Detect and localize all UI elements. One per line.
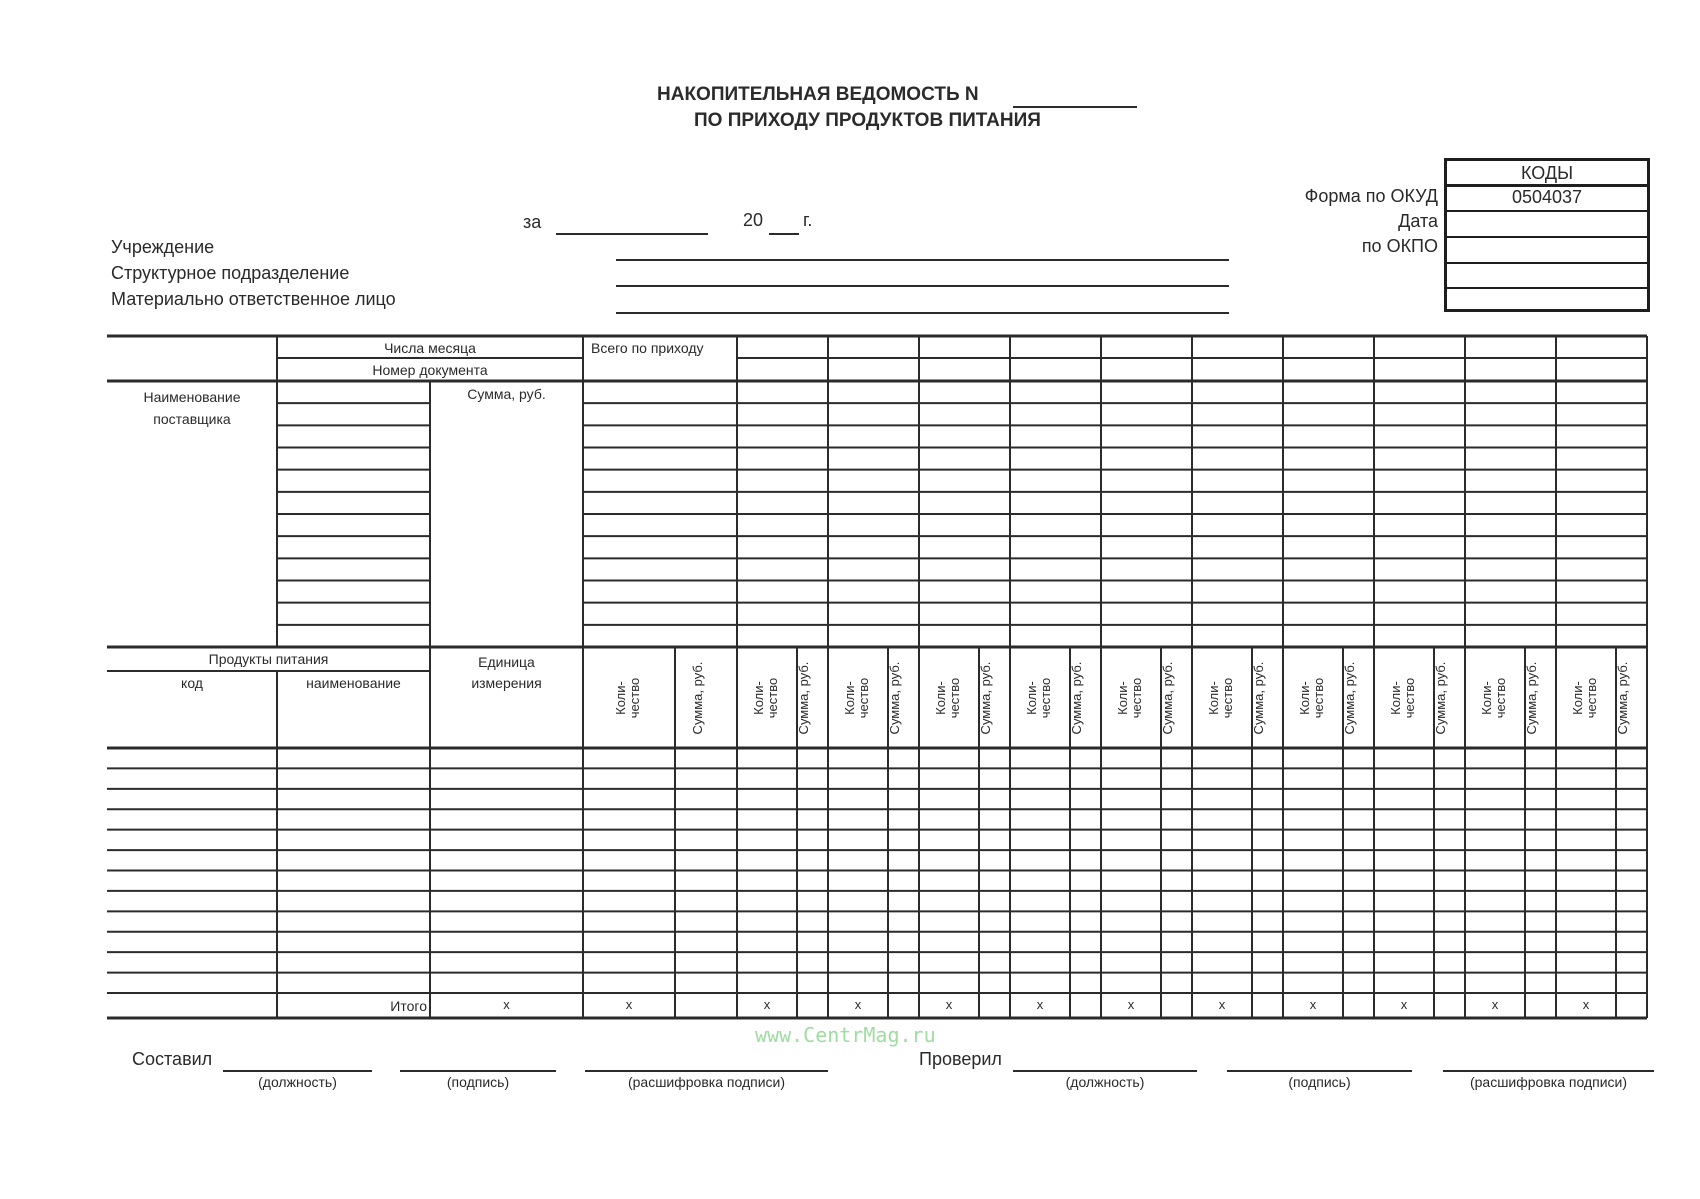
total-x-mark: х: [945, 997, 953, 1012]
quantity-header: Коли- чество: [1024, 677, 1053, 718]
sum-header: Сумма, руб.: [1433, 661, 1448, 734]
supplier-name-header: Наименование поставщика: [143, 389, 241, 427]
date-code-label: Дата: [1398, 211, 1438, 231]
sum-header: Сумма, руб.: [887, 661, 902, 734]
quantity-header: Коли- чество: [933, 677, 962, 718]
total-x-mark: х: [503, 997, 510, 1012]
checked-position-field[interactable]: [1013, 1070, 1197, 1072]
sum-header: Сумма, руб.: [1615, 661, 1630, 734]
sum-header: Сумма, руб.: [1342, 661, 1357, 734]
quantity-header: Коли- чество: [613, 677, 642, 718]
total-x-mark: х: [1491, 997, 1499, 1012]
watermark: www.CentrMag.ru: [755, 1023, 936, 1047]
subdivision-label: Структурное подразделение: [111, 263, 350, 283]
compiled-by-label: Составил: [132, 1049, 213, 1069]
total-x-mark: х: [854, 997, 862, 1012]
quantity-header: Коли- чество: [1388, 677, 1417, 718]
total-x-mark: х: [1309, 997, 1317, 1012]
document-title-line1: НАКОПИТЕЛЬНАЯ ВЕДОМОСТЬ N: [657, 84, 979, 105]
okud-label: Форма по ОКУД: [1304, 186, 1438, 206]
period-prefix: за: [523, 212, 542, 232]
total-row-label: Итого: [390, 998, 427, 1014]
sum-header: Сумма, руб.: [796, 661, 811, 734]
checked-decoding-caption: (расшифровка подписи): [1469, 1074, 1628, 1090]
sum-header: Сумма, руб.: [690, 661, 705, 734]
sum-header: Сумма, руб.: [1524, 661, 1539, 734]
quantity-header: Коли- чество: [1115, 677, 1144, 718]
food-products-header: Продукты питания: [208, 651, 329, 667]
checked-signature-caption: (подпись): [1288, 1074, 1351, 1090]
unit-header: Единица измерения: [471, 654, 542, 691]
compiled-signature-caption: (подпись): [446, 1074, 510, 1090]
quantity-header: Коли- чество: [1297, 677, 1326, 718]
sum-header: Сумма, руб.: [1069, 661, 1084, 734]
checked-signature-field[interactable]: [1227, 1070, 1412, 1072]
year-prefix: 20: [743, 210, 764, 230]
total-x-mark: х: [1582, 997, 1590, 1012]
quantity-header: Коли- чество: [751, 677, 780, 718]
institution-label: Учреждение: [111, 237, 215, 257]
document-title-line2: ПО ПРИХОДУ ПРОДУКТОВ ПИТАНИЯ: [694, 110, 1041, 131]
compiled-position-caption: (должность): [258, 1074, 337, 1090]
total-x-mark: х: [1036, 997, 1044, 1012]
okud-code-value: 0504037: [1511, 187, 1583, 207]
total-x-mark: х: [1127, 997, 1135, 1012]
total-receipt-header: Всего по приходу: [591, 340, 704, 356]
total-x-mark: х: [1218, 997, 1226, 1012]
compiled-position-field[interactable]: [223, 1070, 372, 1072]
checked-position-caption: (должность): [1065, 1074, 1145, 1090]
quantity-header: Коли- чество: [842, 677, 871, 718]
compiled-signature-field[interactable]: [400, 1070, 556, 1072]
quantity-header: Коли- чество: [1206, 677, 1235, 718]
compiled-decoding-field[interactable]: [585, 1070, 828, 1072]
checked-by-label: Проверил: [919, 1049, 1002, 1069]
checked-decoding-field[interactable]: [1443, 1070, 1654, 1072]
document-number-header: Номер документа: [372, 362, 488, 378]
codes-title: КОДЫ: [1520, 163, 1573, 183]
sum-header: Сумма, руб.: [978, 661, 993, 734]
total-x-mark: х: [763, 997, 771, 1012]
quantity-header: Коли- чество: [1570, 677, 1599, 718]
sum-header: Сумма, руб.: [1251, 661, 1266, 734]
year-suffix: г.: [803, 210, 813, 230]
sum-header: Сумма, руб.: [1160, 661, 1175, 734]
sum-rub-header: Сумма, руб.: [467, 386, 546, 402]
okpo-label: по ОКПО: [1361, 236, 1438, 256]
quantity-header: Коли- чество: [1479, 677, 1508, 718]
name-header: наименование: [306, 675, 401, 691]
total-x-mark: х: [1400, 997, 1408, 1012]
compiled-decoding-caption: (расшифровка подписи): [627, 1074, 786, 1090]
days-of-month-header: Числа месяца: [384, 340, 476, 356]
total-x-mark: х: [625, 997, 633, 1012]
code-header: код: [181, 675, 203, 691]
responsible-person-label: Материально ответственное лицо: [111, 289, 396, 309]
